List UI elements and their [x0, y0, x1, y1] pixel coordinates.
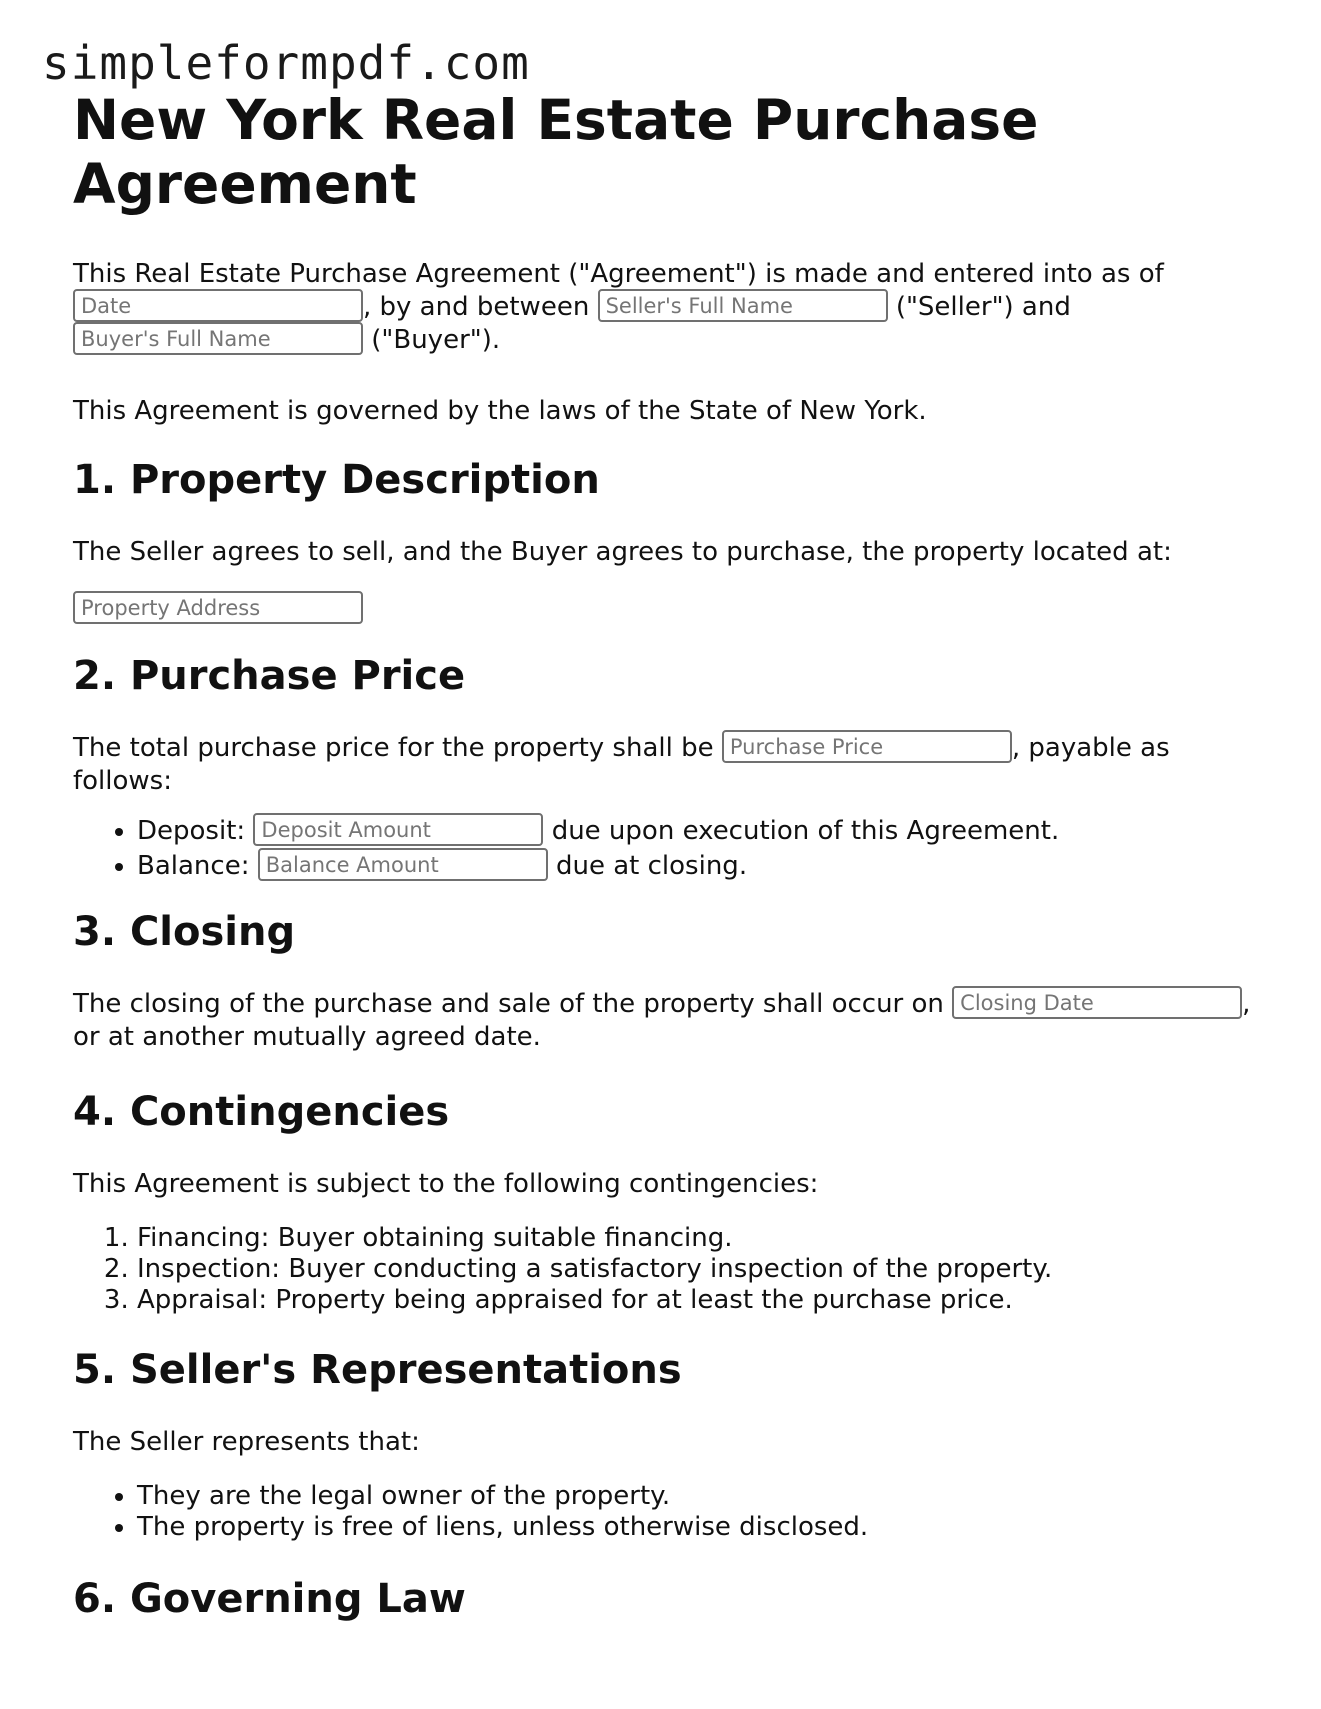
list-item: • The property is free of liens, unless otherwise disclosed.: [137, 1512, 1253, 1543]
price-text-1: The total purchase price for the property shall be: [73, 733, 714, 763]
section-heading-law: 6. Governing Law: [73, 1576, 466, 1622]
contingencies-list: [73, 1223, 1253, 1316]
section-heading-contingencies: 4. Contingencies: [73, 1089, 450, 1135]
section-heading-closing: 3. Closing: [73, 909, 296, 955]
price-paragraph: [73, 732, 1193, 798]
balance-amount-field[interactable]: [258, 848, 548, 881]
section-heading-price: 2. Purchase Price: [73, 653, 466, 699]
seller-name-field[interactable]: [598, 289, 888, 322]
balance-suffix: due at closing.: [556, 851, 748, 881]
closing-text-2: , or at another mutually agreed date.: [73, 989, 1251, 1052]
list-item: [137, 851, 1253, 882]
representations-list: [73, 1481, 1253, 1543]
closing-date-field[interactable]: [952, 986, 1242, 1019]
list-item: 3. Appraisal: Property being appraised for at least the purchase price.: [137, 1285, 1253, 1316]
buyer-name-field[interactable]: [73, 322, 363, 355]
intro-text-2: , by and between: [363, 292, 590, 322]
payment-list: [73, 816, 1253, 882]
list-item: 2. Inspection: Buyer conducting a satisfactory inspection of the property.: [137, 1254, 1253, 1285]
closing-text-1: The closing of the purchase and sale of the property shall occur on: [73, 989, 944, 1019]
intro-text-1: This Real Estate Purchase Agreement ("Agreement") is made and entered into as of: [73, 259, 1164, 289]
deposit-amount-field[interactable]: [253, 813, 543, 846]
purchase-price-field[interactable]: [722, 730, 1012, 763]
list-item: • They are the legal owner of the property.: [137, 1481, 1253, 1512]
property-text: The Seller agrees to sell, and the Buyer agrees to purchase, the property located at:: [73, 537, 1172, 567]
governed-text: This Agreement is governed by the laws of the State of New York.: [73, 396, 927, 426]
property-address-row: [73, 591, 1253, 624]
section-heading-property: 1. Property Description: [73, 457, 600, 503]
list-item: [137, 816, 1253, 847]
property-address-field[interactable]: [73, 591, 363, 624]
intro-paragraph: [73, 258, 1253, 357]
price-text-2: , payable as follows:: [73, 733, 1170, 796]
representations-text: The Seller represents that:: [73, 1427, 420, 1457]
intro-text-4: ("Buyer").: [371, 325, 501, 355]
deposit-suffix: due upon execution of this Agreement.: [551, 816, 1060, 846]
intro-text-3: ("Seller") and: [895, 292, 1071, 322]
balance-label: Balance:: [137, 851, 250, 881]
section-heading-representations: 5. Seller's Representations: [73, 1347, 682, 1393]
contingencies-text: This Agreement is subject to the following contingencies:: [73, 1169, 819, 1199]
site-watermark: simpleformpdf.com: [42, 36, 530, 90]
date-field[interactable]: [73, 289, 363, 322]
deposit-label: Deposit:: [137, 816, 246, 846]
page-title: New York Real Estate Purchase Agreement: [73, 88, 1039, 216]
agreement-document: [73, 88, 1253, 1623]
list-item: 1. Financing: Buyer obtaining suitable financing.: [137, 1223, 1253, 1254]
closing-paragraph: [73, 988, 1253, 1054]
